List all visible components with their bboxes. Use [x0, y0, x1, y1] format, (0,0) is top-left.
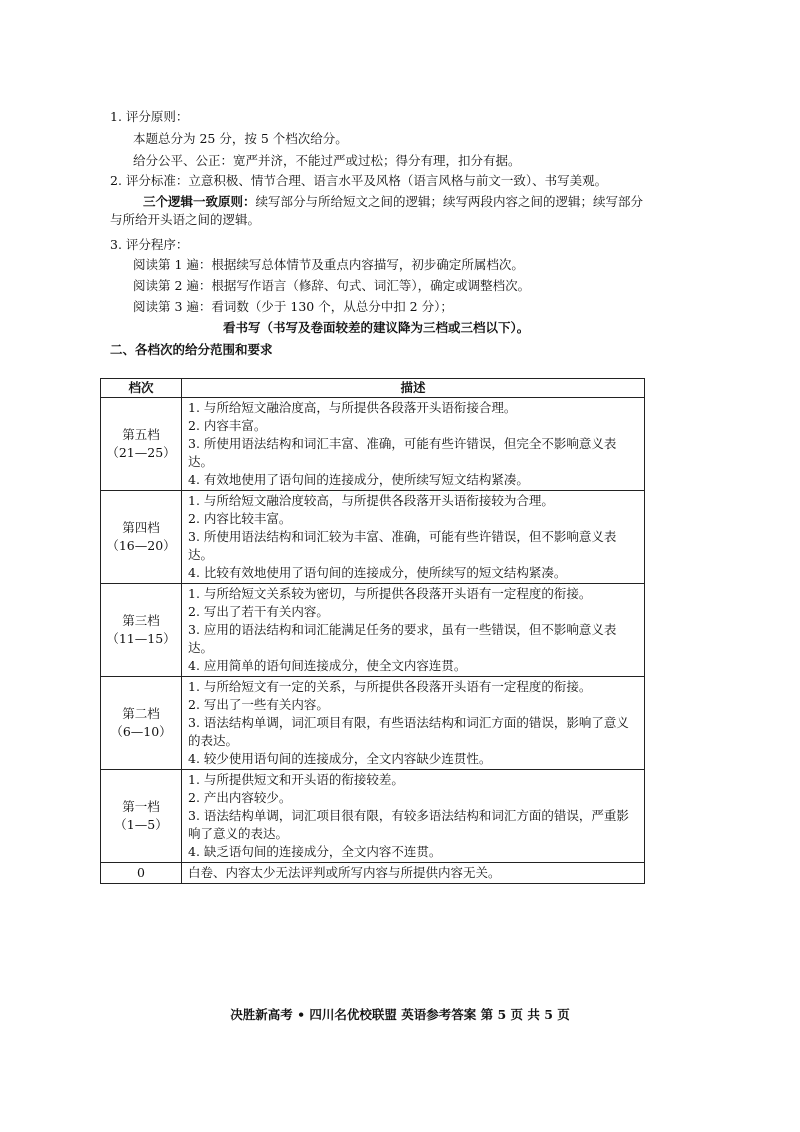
procedure-read-2: 阅读第 2 遍：根据写作语言（修辞、句式、词汇等），确定或调整档次。 [133, 278, 531, 293]
table-row-zero [101, 863, 645, 884]
level-cell [101, 491, 182, 584]
level-cell [101, 677, 182, 770]
criterion-item: 2. 写出了一些有关内容。 [188, 697, 329, 712]
criterion-item: 3. 语法结构单调，词汇项目有限，有些语法结构和词汇方面的错误，影响了意义的表达。 [188, 715, 629, 748]
description-cell [182, 584, 645, 677]
section-title: 二、各档次的给分范围和要求 [110, 342, 273, 357]
table-header-level: 档次 [101, 379, 182, 398]
standards-heading: 2. 评分标准：立意积极、情节合理、语言水平及风格（语言风格与前文一致）、书写美观。 [110, 173, 608, 188]
description-cell [182, 398, 645, 491]
criterion-item: 1. 与所给短文融洽度较高，与所提供各段落开头语衔接较为合理。 [188, 493, 554, 508]
principles-line-2: 给分公平、公正：宽严并济，不能过严或过松；得分有理，扣分有据。 [133, 153, 521, 168]
criterion-item: 2. 产出内容较少。 [188, 790, 292, 805]
table-row [101, 491, 645, 584]
table-row [101, 770, 645, 863]
level-cell [101, 398, 182, 491]
criterion-item: 4. 较少使用语句间的连接成分，全文内容缺少连贯性。 [188, 751, 492, 766]
table-row [101, 677, 645, 770]
level-name: 第四档 [122, 520, 160, 535]
criterion-item: 3. 应用的语法结构和词汇能满足任务的要求，虽有一些错误，但不影响意义表达。 [188, 622, 617, 655]
level-name: 第五档 [122, 427, 160, 442]
level-range: （1—5） [114, 817, 168, 832]
procedure-read-3: 阅读第 3 遍：看词数（少于 130 个，从总分中扣 2 分）； [133, 299, 453, 314]
procedure-heading: 3. 评分程序： [110, 237, 189, 252]
description-cell [182, 491, 645, 584]
level-name: 第一档 [122, 799, 160, 814]
criterion-item: 2. 内容丰富。 [188, 418, 267, 433]
principles-line-1: 本题总分为 25 分，按 5 个档次给分。 [133, 131, 348, 146]
criterion-item: 2. 内容比较丰富。 [188, 511, 292, 526]
level-range: （16—20） [106, 538, 176, 553]
logic-principle-text: 续写部分与所给短文之间的逻辑；续写两段内容之间的逻辑；续写部分与所给开头语之间的逻辑。 [110, 194, 644, 227]
logic-principle [110, 193, 650, 229]
grading-table [100, 378, 645, 884]
criterion-item: 1. 与所给短文融洽度高，与所提供各段落开头语衔接合理。 [188, 400, 517, 415]
table-header-row [101, 379, 645, 398]
description-cell [182, 770, 645, 863]
level-cell: 0 [101, 863, 182, 884]
criterion-item: 2. 写出了若干有关内容。 [188, 604, 329, 619]
level-name: 第二档 [122, 706, 160, 721]
principles-heading: 1. 评分原则： [110, 109, 189, 124]
page-footer: 决胜新高考 • 四川名优校联盟 英语参考答案 第 5 页 共 5 页 [230, 1007, 570, 1022]
description-cell [182, 677, 645, 770]
table-header-description: 描述 [182, 379, 645, 398]
criterion-item: 4. 缺乏语句间的连接成分，全文内容不连贯。 [188, 844, 442, 859]
level-range: （6—10） [110, 724, 172, 739]
table-row [101, 584, 645, 677]
level-name: 第三档 [122, 613, 160, 628]
criterion-item: 1. 与所给短文关系较为密切，与所提供各段落开头语有一定程度的衔接。 [188, 586, 592, 601]
level-range: （21—25） [106, 445, 176, 460]
procedure-read-1: 阅读第 1 遍：根据续写总体情节及重点内容描写，初步确定所属档次。 [133, 257, 524, 272]
criterion-item: 3. 语法结构单调，词汇项目很有限，有较多语法结构和词汇方面的错误，严重影响了意义的表达。 [188, 808, 629, 841]
level-cell [101, 770, 182, 863]
criterion-item: 1. 与所提供短文和开头语的衔接较差。 [188, 772, 404, 787]
table-row [101, 398, 645, 491]
criterion-item: 3. 所使用语法结构和词汇较为丰富、准确，可能有些许错误，但不影响意义表达。 [188, 529, 617, 562]
logic-principle-label: 三个逻辑一致原则： [143, 194, 256, 209]
criterion-item: 4. 有效地使用了语句间的连接成分，使所续写短文结构紧凑。 [188, 472, 529, 487]
criterion-item: 4. 比较有效地使用了语句间的连接成分，使所续写的短文结构紧凑。 [188, 565, 567, 580]
description-cell: 白卷、内容太少无法评判或所写内容与所提供内容无关。 [182, 863, 645, 884]
criterion-item: 1. 与所给短文有一定的关系，与所提供各段落开头语有一定程度的衔接。 [188, 679, 592, 694]
procedure-handwriting: 看书写（书写及卷面较差的建议降为三档或三档以下）。 [223, 320, 530, 335]
criterion-item: 4. 应用简单的语句间连接成分，使全文内容连贯。 [188, 658, 467, 673]
level-cell [101, 584, 182, 677]
criterion-item: 3. 所使用语法结构和词汇丰富、准确，可能有些许错误，但完全不影响意义表达。 [188, 436, 617, 469]
level-range: （11—15） [106, 631, 176, 646]
